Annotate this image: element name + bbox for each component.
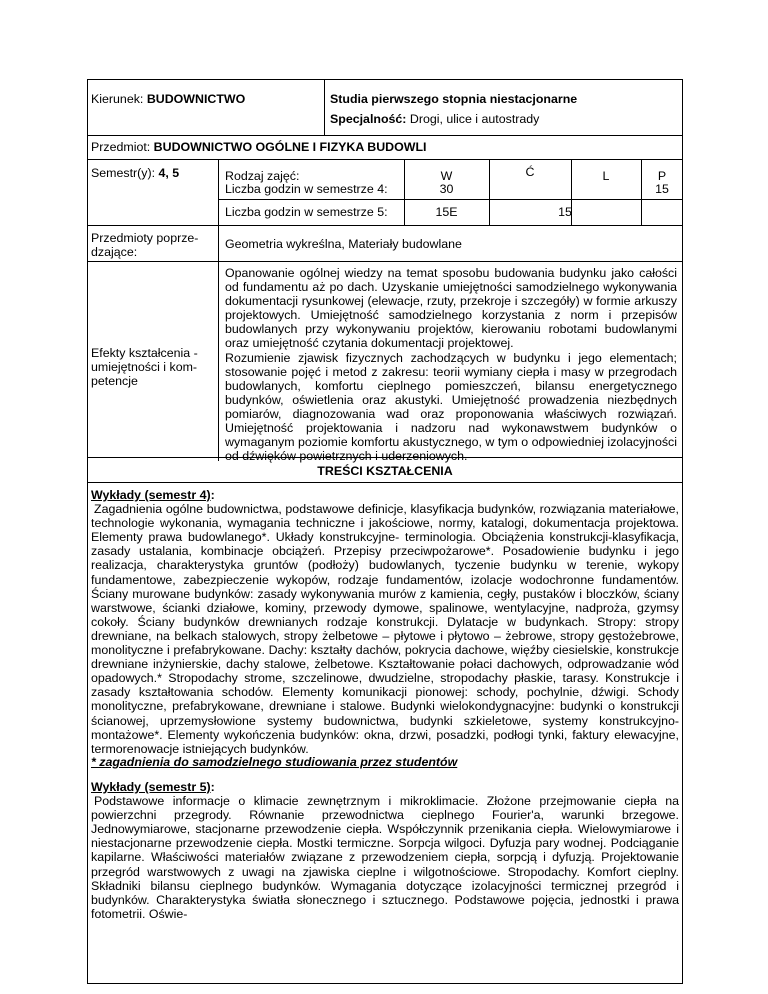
wyklady5-text: Podstawowe informacje o klimacie zewnętrznym i mikroklimacie. Złożone przejmowanie ciepła na powierzchni przegrody. Równanie przewodnictwa cieplnego Fourier'a, warunki brzegowe. Jednowymiarowe, stacjonarne przewodzenie ciepła. Współczynnik przenikania ciepła. Wielowymiarowe i niestacjonarne przewodzenie ciepła. Mostki termiczne. Sorpcja wilgoci. Dyfuzja pary wodnej. Podciąganie kapilarne. Właściwości materiałów związane z przewodzeniem ciepła, sorpcją i dyfuzją. Projektowanie przegród warstwowych z uwagi na zjawiska cieplne i wilgotnościowe. Stropodachy. Komfort cieplny. Składniki bilansu cieplnego budynków. Wymagania dotyczące izolacyjności termicznej przegród i budynków. Charakterystyka światła słonecznego i sztucznego. Podstawowe pojęcia, jednostki i prawa fotometrii. Oświe- bbox=[91, 794, 679, 921]
rodzaj-zajec-label: Rodzaj zajęć: bbox=[225, 169, 300, 183]
tresci-heading: TREŚCI KSZTAŁCENIA bbox=[317, 464, 453, 478]
col-l-header: L bbox=[602, 169, 610, 183]
kierunek-label: Kierunek: bbox=[91, 92, 144, 106]
rule-semestr bbox=[87, 225, 683, 226]
self-study-note: * zagadnienia do samodzielnego studiowania przez studentów bbox=[91, 755, 458, 769]
przedmiot-value: BUDOWNICTWO OGÓLNE I FIZYKA BUDOWLI bbox=[153, 140, 427, 154]
przedmiot-cell bbox=[91, 140, 426, 154]
studia-label: Studia pierwszego stopnia niestacjonarne bbox=[330, 92, 578, 106]
efekty-label-3: petencje bbox=[91, 374, 138, 388]
specjalnosc-label: Specjalność: bbox=[330, 112, 407, 126]
poprzedzajace-label-2: dzające: bbox=[91, 245, 138, 259]
semestr-value: 4, 5 bbox=[158, 166, 180, 180]
efekty-label-1: Efekty kształcenia - bbox=[91, 346, 198, 360]
wyklady4-title: Wykłady (semestr 4) bbox=[91, 488, 211, 502]
rule-tresci bbox=[87, 482, 683, 483]
efekty-label-2: umiejętności i kom- bbox=[91, 360, 198, 374]
rule-poprzedzajace bbox=[87, 261, 683, 262]
semestr-label: Semestr(y): bbox=[91, 166, 156, 180]
poprzedzajace-label-1: Przedmioty poprze- bbox=[91, 231, 199, 245]
efekty-text bbox=[225, 266, 677, 463]
specjalnosc-value: Drogi, ulice i autostrady bbox=[409, 112, 540, 126]
sem5-w-value: 15E bbox=[435, 205, 458, 219]
przedmiot-label: Przedmiot: bbox=[91, 140, 151, 154]
rule-semestr-mid bbox=[218, 199, 683, 200]
specjalnosc-cell bbox=[330, 112, 539, 126]
rule-header bbox=[87, 135, 683, 136]
wyklady5-block: Wykłady (semestr 5): Podstawowe informacje o klimacie zewnętrznym i mikroklimacie. Złożone przejmowanie ciepła na powierzchni przegrody. Równanie przewodnictwa cieplnego Fourier'a, warunki brzegowe. Jednowymiarowe, stacjonarne przewodzenie ciepła. Współczynnik przenikania ciepła. Wielowymiarowe i niestacjonarne przewodzenie ciepła. Mostki termiczne. Sorpcja wilgoci. Dyfuzja pary wodnej. Podciąganie kapilarne. Właściwości materiałów związane z przewodzeniem ciepła, sorpcją i dyfuzją. Projektowanie przegród warstwowych z uwagi na zjawiska cieplne i wilgotnościowe. Stropodachy. Komfort cieplny. Składniki bilansu cieplnego budynków. Wymagania dotyczące izolacyjności termicznej przegród i budynków. Charakterystyka światła słonecznego i sztucznego. Podstawowe pojęcia, jednostki i prawa fotometrii. Oświe- bbox=[91, 780, 679, 921]
efekty-text-2: Rozumienie zjawisk fizycznych zachodzących w budynku i jego elementach; stosowanie pojęć i metod z zakresu: teorii wymiany ciepła i masy w przegrodach budowlanych, komfortu cieplnego pomieszczeń, bilansu energetycznego budynków, oświetlenia oraz akustyki. Umiejętność prowadzenia niezbędnych pomiarów, diagnozowania wad oraz proponowania właściwych rozwiązań. Umiejętność projektowania i nadzoru nad wykonawstwem budynków o wymaganym poziomie komfortu akustycznego, w tym o odpowiedniej izolacyjności od dźwięków powietrznych i uderzeniowych. bbox=[225, 350, 677, 464]
col-w-header: W bbox=[440, 169, 453, 183]
rule-przedmiot bbox=[87, 159, 683, 160]
rule-semestr-v1 bbox=[218, 159, 219, 461]
kierunek-cell bbox=[91, 92, 245, 106]
col-p-header: P bbox=[657, 169, 667, 183]
godziny-sem4-label: Liczba godzin w semestrze 4: bbox=[225, 182, 388, 196]
rule-header-v bbox=[324, 79, 325, 136]
semestr-cell bbox=[91, 166, 179, 180]
poprzedzajace-value: Geometria wykreślna, Materiały budowlane bbox=[225, 237, 462, 251]
sem5-l-value: 15 bbox=[558, 205, 572, 219]
wyklady4-block: Wykłady (semestr 4): Zagadnienia ogólne budownictwa, podstawowe definicje, klasyfikacja budynków, rozwiązania materiałowe, technologie wykonania, wymagania techniczne i jakościowe, normy, katalogi, dokumentacja projektowa. Elementy prawa budowlanego*. Układy konstrukcyjne- terminologia. Obciążenia konstrukcji-klasyfikacja, zasady ustalania, kombinacje obciążeń. Przepisy przeciwpożarowe*. Posadowienie budynku i jego realizacja, charakterystyka gruntów (podłoży) budowlanych, tyczenie budynku w terenie, wykopy fundamentowe, zabezpieczenie wykopów, rodzaje fundamentów, izolacje wodochronne fundamentów. Ściany murowane budynków: zasady wykonywania murów z kamienia, cegły, pustaków i bloczków, ściany warstwowe, ścianki działowe, kominy, przewody dymowe, spalinowe, wentylacyjne, nadproża, gzymsy cokoły. Ściany budynków drewnianych rodzaje konstrukcji. Dylatacje w budynkach. Stropy: stropy drewniane, na belkach stalowych, stropy żelbetowe – płytowe i płytowo – żebrowe, stropy gęstożebrowe, monolityczne i prefabrykowane. Dachy: kształty dachów, pokrycia dachowe, więźby ciesielskie, konstrukcje drewniane inżynierskie, dachy stalowe, żelbetowe. Kształtowanie połaci dachowych, odprowadzanie wód opadowych.* Stropodachy strome, szczelinowe, dwudzielne, stropodachy płaskie, tarasy. Konstrukcje i zasady kształtowania schodów. Elementy komunikacji pionowej: schody, pochylnie, dźwigi. Schody monolityczne, prefabrykowane, drewniane i stalowe. Budynki wielokondygnacyjne: budynki o konstrukcji ścianowej, uprzemysłowione systemy budownictwa, budynki szkieletowe, systemy konstrukcyjno-montażowe*. Elementy wykończenia budynków: okna, drzwi, posadzki, podłogi tynki, faktury elewacyjne, termorenowacje istniejących budynków. bbox=[91, 488, 679, 756]
efekty-text-1: Opanowanie ogólnej wiedzy na temat sposobu budowania budynku jako całości od fundamentu aż po dach. Uzyskanie umiejętności samodzielnego wykonywania dokumentacji rysunkowej (elewacje, rzuty, przekroje i szczegóły) w formie arkuszy projektowych. Umiejętność samodzielnego korzystania z norm i przepisów budowlanych przy wykonywaniu projektów, kierowaniu robotami budowlanymi oraz umiejętność czytania dokumentacji projektowej. bbox=[225, 266, 677, 351]
kierunek-value: BUDOWNICTWO bbox=[146, 92, 246, 106]
col-c-header: Ć bbox=[525, 165, 535, 179]
godziny-sem5-label: Liczba godzin w semestrze 5: bbox=[225, 205, 388, 219]
sem4-p-value: 15 bbox=[655, 182, 669, 196]
wyklady4-text: Zagadnienia ogólne budownictwa, podstawowe definicje, klasyfikacja budynków, rozwiązania materiałowe, technologie wykonania, wymagania techniczne i jakościowe, normy, katalogi, dokumentacja projektowa. Elementy prawa budowlanego*. Układy konstrukcyjne- terminologia. Obciążenia konstrukcji-klasyfikacja, zasady ustalania, kombinacje obciążeń. Przepisy przeciwpożarowe*. Posadowienie budynku i jego realizacja, charakterystyka gruntów (podłoży) budowlanych, tyczenie budynku w terenie, wykopy fundamentowe, zabezpieczenie wykopów, rodzaje fundamentów, izolacje wodochronne fundamentów. Ściany murowane budynków: zasady wykonywania murów z kamienia, cegły, pustaków i bloczków, ściany warstwowe, ścianki działowe, kominy, przewody dymowe, spalinowe, wentylacyjne, nadproża, gzymsy cokoły. Ściany budynków drewnianych rodzaje konstrukcji. Dylatacje w budynkach. Stropy: stropy drewniane, na belkach stalowych, stropy żelbetowe – płytowe i płytowo – żebrowe, stropy gęstożebrowe, monolityczne i prefabrykowane. Dachy: kształty dachów, pokrycia dachowe, więźby ciesielskie, konstrukcje drewniane inżynierskie, dachy stalowe, żelbetowe. Kształtowanie połaci dachowych, odprowadzanie wód opadowych.* Stropodachy strome, szczelinowe, dwudzielne, stropodachy płaskie, tarasy. Konstrukcje i zasady kształtowania schodów. Elementy komunikacji pionowej: schody, pochylnie, dźwigi. Schody monolityczne, prefabrykowane, drewniane i stalowe. Budynki wielokondygnacyjne: budynki o konstrukcji ścianowej, uprzemysłowione systemy budownictwa, budynki szkieletowe, systemy konstrukcyjno-montażowe*. Elementy wykończenia budynków: okna, drzwi, posadzki, podłogi tynki, faktury elewacyjne, termorenowacje istniejących budynków. bbox=[91, 502, 679, 756]
wyklady5-title: Wykłady (semestr 5) bbox=[91, 780, 211, 794]
sem4-w-value: 30 bbox=[439, 182, 454, 196]
